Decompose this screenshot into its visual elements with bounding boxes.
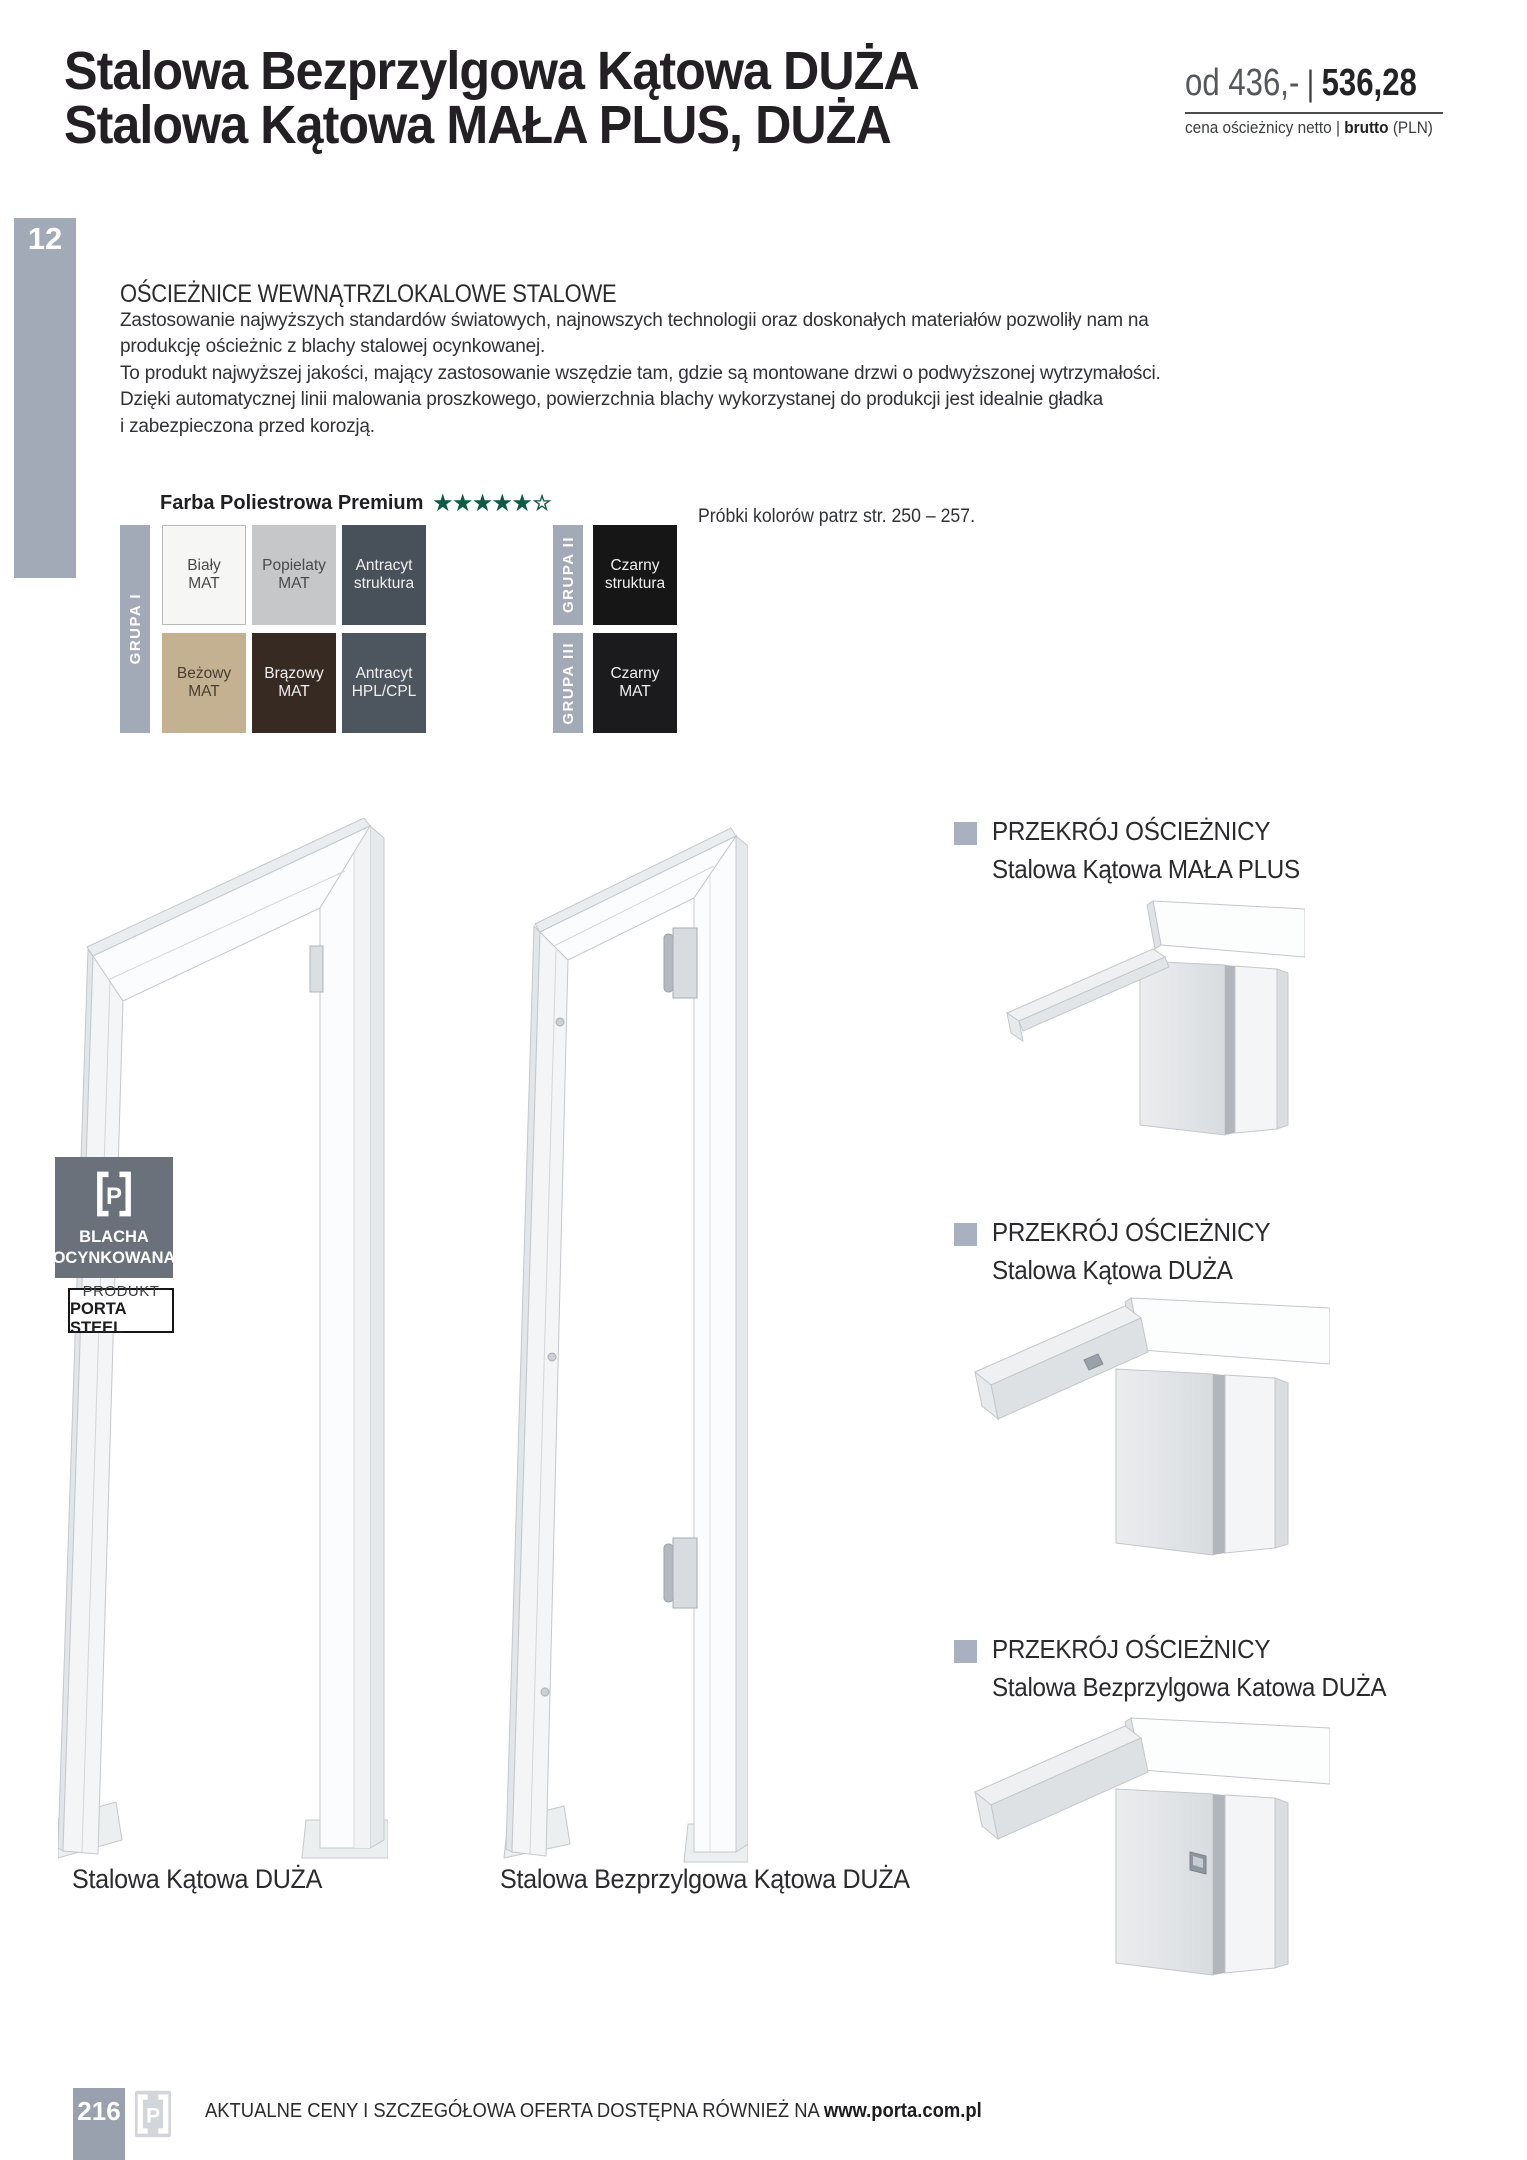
swatch-label: Antracyt [355,665,413,682]
star-rating-icon: ★★★★★☆ [433,492,553,515]
cross-section-duza [938,1296,1330,1596]
chapter-number: 12 [27,221,63,256]
price-separator: | [1306,64,1315,103]
left-frame-illustration [58,816,388,1862]
intro-line: produkcję ościeżnic z blachy stalowej ocynkowanej. [120,336,546,358]
swatch-label: Czarny [610,665,660,682]
price-netto: od 436,- [1185,62,1300,104]
intro-line: i zabezpieczona przed korozją. [120,415,375,437]
group-label-grupa-2: GRUPA II [553,525,583,625]
swatch-label: Antracyt [355,557,413,574]
price-block [1185,62,1417,105]
cross-section-heading-3: PRZEKRÓJ OŚCIEŻNICY Stalowa Bezprzylgowa Katowa DUŻA [992,1634,1387,1702]
swatch-label: HPL/CPL [351,683,417,700]
swatch-bezowy-mat [162,633,246,733]
swatch-label: Brązowy [264,665,324,682]
swatch-brazowy-mat [252,633,336,733]
swatch-bialy-mat [162,525,246,625]
section-bullet-icon [954,1640,977,1663]
porta-website-link[interactable]: www.porta.com.pl [823,2100,982,2122]
produkt-porta-steel-badge [68,1283,174,1337]
cross-section-heading-1: PRZEKRÓJ OŚCIEŻNICY Stalowa Kątowa MAŁA PLUS [992,816,1300,884]
swatch-antracyt-hpl-cpl [342,633,426,733]
swatch-label: MAT [188,575,220,592]
svg-text:P: P [145,2104,161,2128]
cross-section-bezprzylgowa-duza [938,1716,1330,2016]
left-frame-caption: Stalowa Kątowa DUŻA [72,1864,323,1894]
porta-logo-icon [135,2090,171,2138]
page-title-line1: Stalowa Bezprzylgowa Kątowa DUŻA [64,41,919,101]
section-bullet-icon [954,822,977,845]
group-label-grupa-3: GRUPA III [553,633,583,733]
footer-note [205,2100,982,2123]
page-title-line2: Stalowa Kątowa MAŁA PLUS, DUŻA [64,95,891,155]
right-frame-illustration [498,822,748,1866]
swatch-label: Biały [187,557,221,574]
price-divider [1185,112,1443,114]
swatch-label: struktura [604,575,666,592]
page-number: 216 [77,2096,121,2126]
svg-text:P: P [105,1182,123,1210]
cross-section-mala-plus [985,895,1305,1185]
footer-note-text: AKTUALNE CENY I SZCZEGÓŁOWA OFERTA DOSTĘPNA RÓWNIEŻ NA [205,2100,824,2122]
porta-logo-icon [94,1170,134,1218]
swatch-label: Beżowy [176,665,232,682]
swatch-label: struktura [353,575,415,592]
swatch-label: MAT [278,683,310,700]
intro-paragraph [120,308,1161,440]
right-frame-caption: Stalowa Bezprzylgowa Kątowa DUŻA [500,1864,910,1894]
blacha-label-line1: BLACHA [79,1228,149,1246]
hinge-icon [664,928,697,998]
swatch-label: MAT [278,575,310,592]
swatch-label: Popielaty [262,557,326,574]
blacha-badge [52,1157,176,1278]
swatch-popielaty-mat [252,525,336,625]
group-label-grupa-1: GRUPA I [120,525,150,733]
section-heading: OŚCIEŻNICE WEWNĄTRZLOKALOWE STALOWE [120,280,617,308]
produkt-label-line1: PRODUKT [82,1283,160,1300]
hinge-icon [664,1538,697,1608]
blacha-label-line2: OCYNKOWANA [52,1249,176,1267]
paint-type-label: Farba Poliestrowa Premium ★★★★★☆ [160,492,553,515]
cross-section-heading-2: PRZEKRÓJ OŚCIEŻNICY Stalowa Kątowa DUŻA [992,1217,1271,1285]
swatch-czarny-struktura [593,525,677,625]
intro-line: Zastosowanie najwyższych standardów światowych, najnowszych technologii oraz doskonałych materiałów pozwoliły nam na [120,310,1149,331]
swatch-label: MAT [619,683,651,700]
chapter-tab [14,218,76,578]
price-brutto: 536,28 [1321,62,1417,104]
swatch-label: MAT [188,683,220,700]
swatch-label: Czarny [610,557,660,574]
intro-line: Dzięki automatycznej linii malowania proszkowego, powierzchnia blachy wykorzystanej do produkcji jest idealnie gładka [120,389,1104,411]
page-number-badge [73,2088,125,2160]
intro-line: To produkt najwyższej jakości, mający zastosowanie wszędzie tam, gdzie są montowane drzwi o podwyższonej wytrzymałości. [120,362,1161,384]
color-samples-note: Próbki kolorów patrz str. 250 – 257. [698,506,975,527]
section-bullet-icon [954,1223,977,1246]
swatch-antracyt-struktura [342,525,426,625]
produkt-label-line2: PORTA STEEL [70,1300,126,1337]
price-caption: cena ościeżnicy netto | brutto (PLN) [1185,119,1433,137]
swatch-czarny-mat [593,633,677,733]
